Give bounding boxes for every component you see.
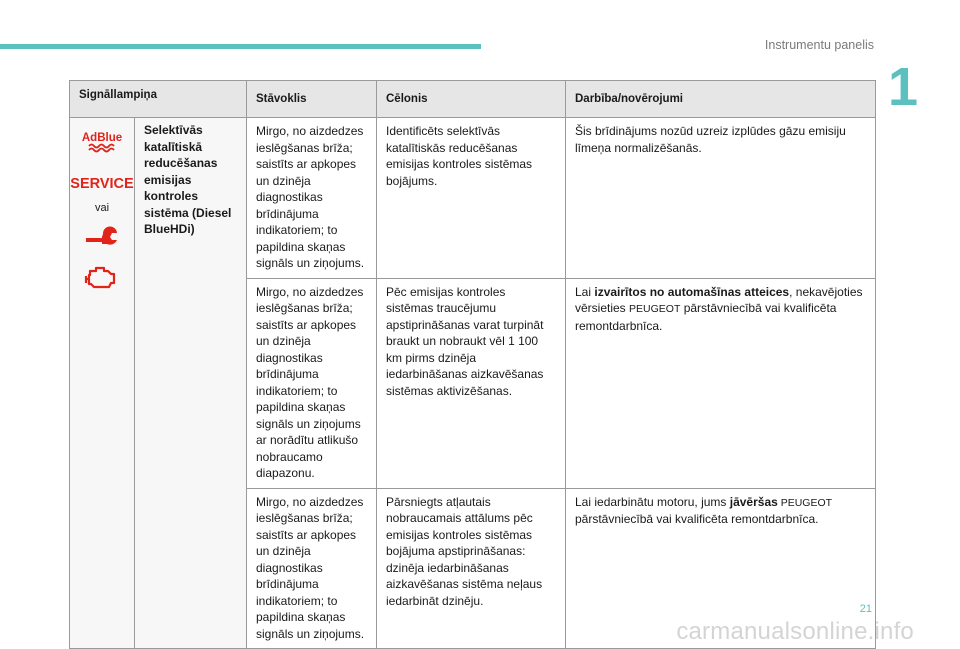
action-emphasis: jāvēršas — [729, 494, 778, 509]
action-text: , nekavējoties vērsieties — [575, 284, 863, 315]
state-cell: Mirgo, no aizdedzes ieslēgšanas brīža; saistīts ar apkopes un dzinēja diagnostikas brīdinājuma indikatoriem; to papildina skaņas signāls un ziņojums. — [247, 118, 377, 279]
column-header-cause: Cēlonis — [377, 81, 566, 118]
adblue-icon — [80, 128, 124, 154]
brand-name: PEUGEOT — [777, 496, 833, 509]
action-text: Lai — [575, 284, 595, 299]
table-header-row — [70, 81, 876, 118]
warning-lamp-table — [69, 80, 876, 649]
cause-cell: Identificēts selektīvās katalītiskās reducēšanas emisijas kontroles sistēmas bojājums. — [377, 118, 566, 279]
action-cell — [566, 278, 876, 488]
column-header-state: Stāvoklis — [247, 81, 377, 118]
section-title: Instrumentu panelis — [764, 38, 874, 52]
lamp-icons-cell — [70, 118, 135, 649]
brand-name: PEUGEOT — [629, 303, 681, 315]
table-row — [70, 118, 876, 279]
lamp-name: Selektīvās katalītiskā reducēšanas emisijas kontroles sistēma (Diesel BlueHDi) — [135, 118, 247, 649]
service-icon — [70, 172, 134, 194]
action-text: Lai iedarbinātu motoru, jums — [575, 494, 730, 509]
service-icon-label: SERVICE — [70, 176, 134, 192]
watermark-text: carmanualsonline.info — [676, 618, 914, 645]
action-emphasis: izvairītos no automašīnas atteices — [594, 284, 790, 299]
state-cell: Mirgo, no aizdedzes ieslēgšanas brīža; saistīts ar apkopes un dzinēja diagnostikas brīdinājuma indikatoriem; to papildina skaņas signāls un ziņojums ar norādītu atlikušo nobraucamo diapazonu. — [247, 278, 377, 488]
column-header-action: Darbība/novērojumi — [566, 81, 876, 118]
or-label: vai — [94, 202, 110, 214]
wrench-icon — [82, 229, 122, 251]
action-cell: Šis brīdinājums nozūd uzreiz izplūdes gāzu emisiju līmeņa normalizēšanās. — [566, 118, 876, 279]
cause-cell: Pārsniegts atļautais nobraucamais attālums pēc emisijas kontroles sistēmas bojājuma apstiprināšanas: dzinēja iedarbināšanas aizkavēšanas sistēma neļaus iedarbināt dzinēju. — [377, 488, 566, 649]
action-text: pārstāvniecībā vai kvalificēta remontdarbnīca. — [575, 301, 837, 333]
accent-bar — [0, 44, 481, 49]
chapter-number: 1 — [887, 57, 918, 117]
state-cell: Mirgo, no aizdedzes ieslēgšanas brīža; saistīts ar apkopes un dzinēja diagnostikas brīdinājuma indikatoriem; to papildina skaņas signāls un ziņojums. — [247, 488, 377, 649]
cause-cell: Pēc emisijas kontroles sistēmas traucējumu apstiprināšanas varat turpināt braukt un nobraukt vēl 1 100 km pirms dzinēja iedarbināšanas aizkavēšanas sistēmas aktivizēšanas. — [377, 278, 566, 488]
column-header-lamp: Signāllampiņa — [70, 81, 247, 118]
action-text: pārstāvniecībā vai kvalificēta remontdarbnīca. — [575, 512, 819, 526]
adblue-icon-label: AdBlue — [81, 132, 123, 144]
engine-icon — [82, 263, 122, 293]
page-number: 21 — [859, 603, 872, 615]
